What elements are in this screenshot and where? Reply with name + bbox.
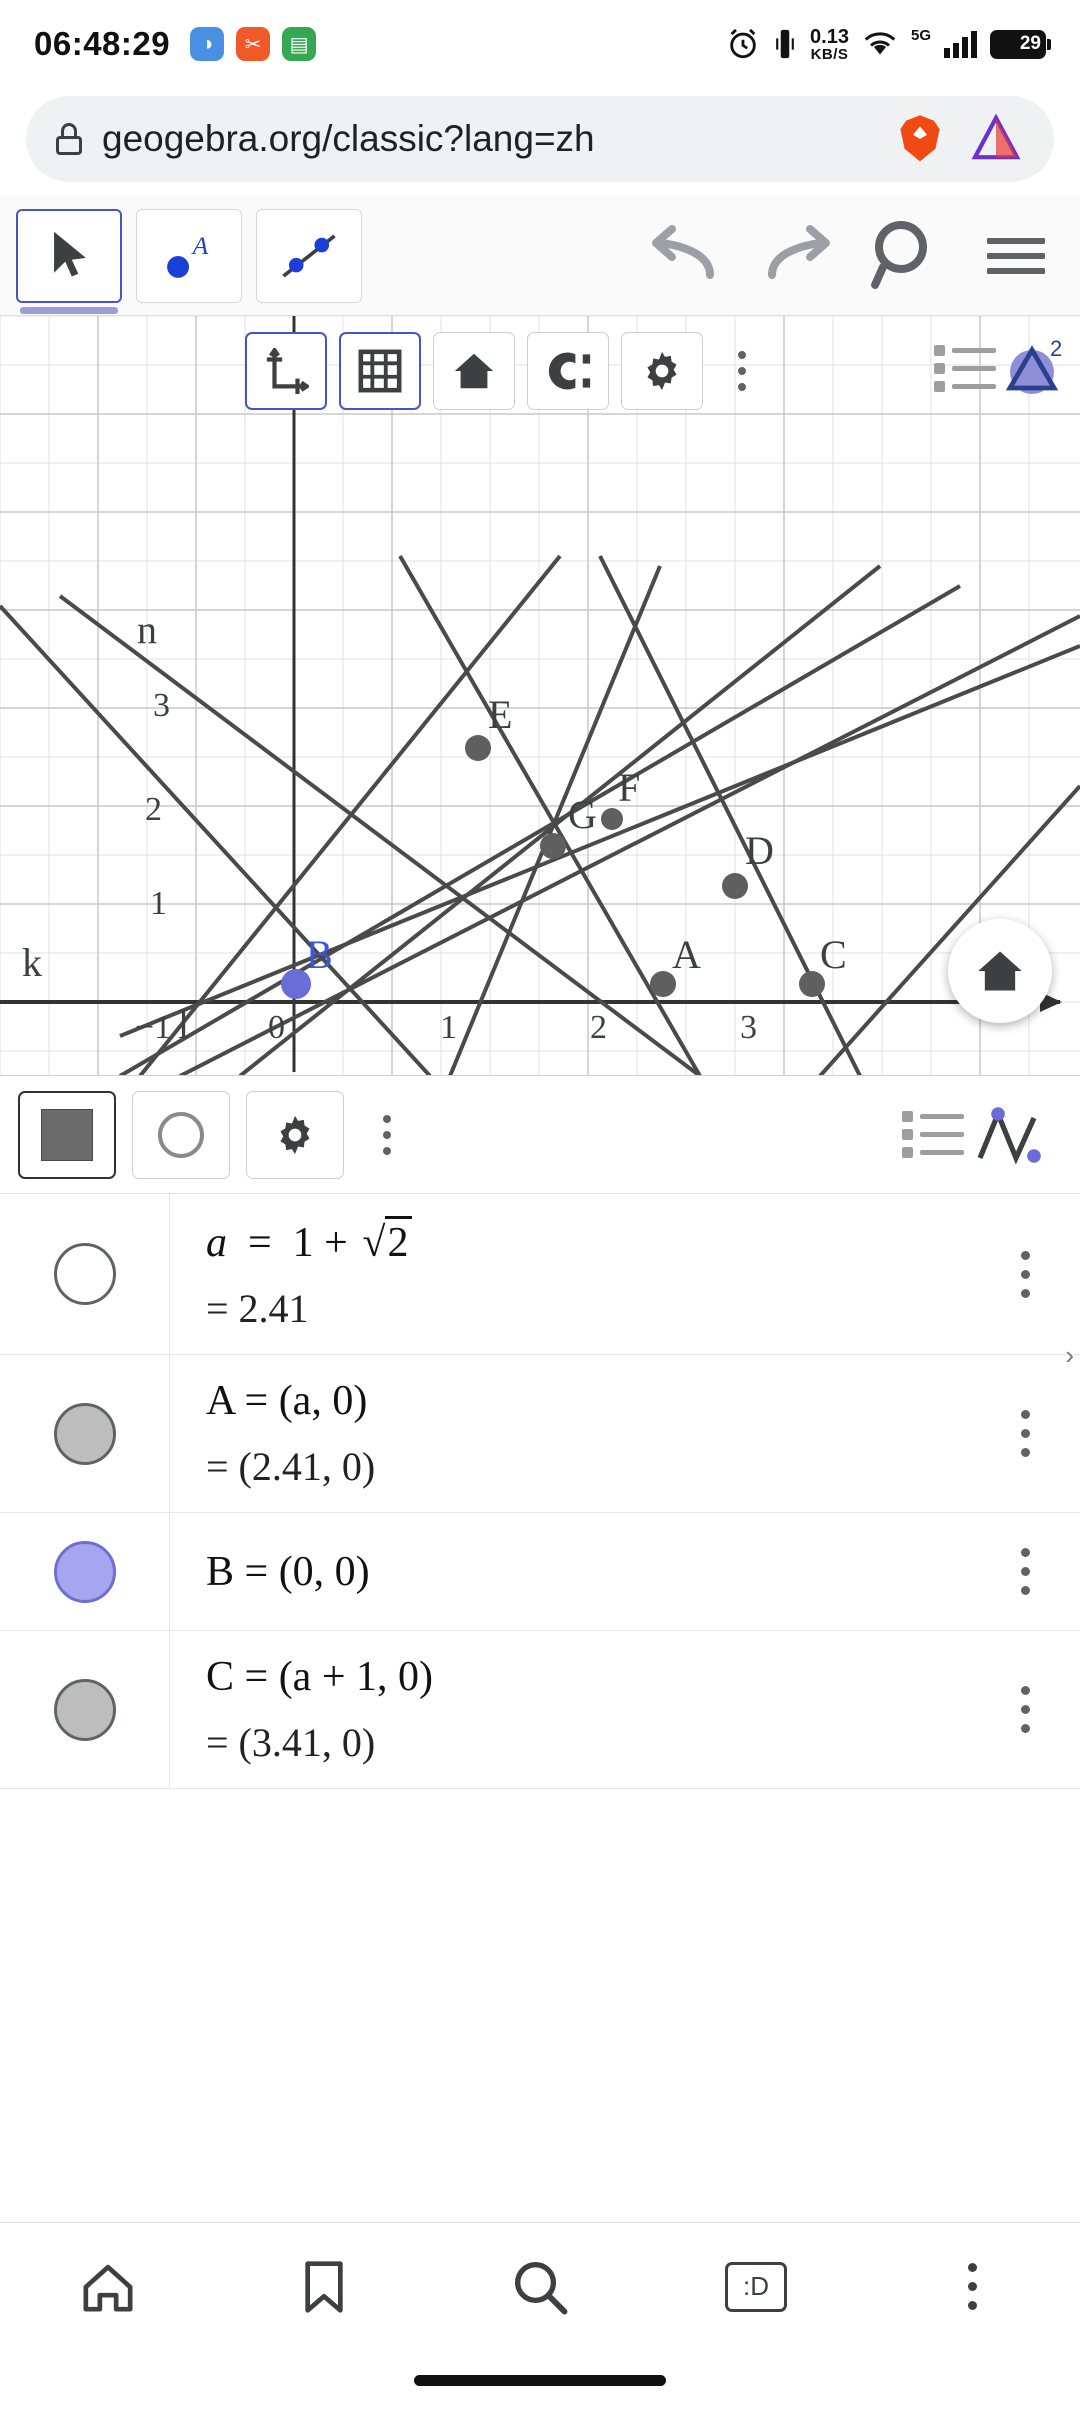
algebra-value-a: = 2.41	[206, 1286, 309, 1331]
algebra-row-A[interactable]	[0, 1355, 1080, 1513]
wifi-icon	[862, 29, 898, 59]
nav-bookmarks[interactable]	[259, 2237, 389, 2337]
algebra-list-icon	[902, 1111, 964, 1158]
redo-icon	[760, 225, 832, 287]
gear-icon	[639, 348, 685, 394]
geogebra-toolbar	[0, 196, 1080, 316]
point-label-E: E	[488, 692, 513, 737]
gear-icon	[272, 1112, 318, 1158]
move-tool[interactable]	[16, 209, 122, 303]
visibility-toggle-A[interactable]	[0, 1355, 170, 1512]
line-label-l: l	[178, 1002, 190, 1047]
network-type-label: 5G	[910, 26, 931, 44]
search-button[interactable]	[858, 208, 954, 304]
undo-button[interactable]	[638, 208, 734, 304]
bookmark-icon	[298, 2259, 350, 2315]
point-style-icon	[158, 1112, 204, 1158]
algebra-row-menu-A[interactable]	[970, 1355, 1080, 1512]
line-label-n: n	[137, 607, 157, 652]
vibrate-icon	[773, 27, 797, 61]
line-label-k: k	[22, 940, 42, 985]
point-label-D: D	[745, 828, 774, 873]
point-label-A: A	[672, 932, 701, 977]
grid-icon	[357, 348, 403, 394]
graphics-view[interactable]	[0, 316, 1080, 1076]
nav-home[interactable]	[43, 2237, 173, 2337]
url-text[interactable]: geogebra.org/classic?lang=zh	[102, 118, 595, 159]
axis-label-y3: 3	[153, 687, 170, 724]
graphics-style-bar	[245, 332, 769, 410]
svg-text:0: 0	[268, 1009, 285, 1046]
algebra-view[interactable]	[0, 1194, 1080, 1789]
axis-label-y1: 1	[150, 885, 167, 922]
axes-toggle-button[interactable]	[245, 332, 327, 410]
graphics-badge-icon	[1002, 338, 1066, 398]
algebra-settings-button[interactable]	[246, 1091, 344, 1179]
point-label-G: G	[568, 792, 597, 837]
algebra-more-button[interactable]	[360, 1096, 414, 1174]
color-swatch-button[interactable]	[18, 1091, 116, 1179]
status-app-icons	[190, 27, 316, 61]
magnet-icon	[544, 348, 592, 394]
nav-more[interactable]	[907, 2237, 1037, 2337]
undo-icon	[650, 225, 722, 287]
svg-text:2: 2	[590, 1009, 607, 1046]
home-icon	[451, 348, 497, 394]
tab-count-label: :D	[725, 2262, 787, 2312]
home-icon	[80, 2259, 136, 2315]
axis-label-y2: 2	[145, 791, 162, 828]
cursor-arrow-icon	[46, 228, 92, 284]
visibility-toggle-a[interactable]	[0, 1194, 170, 1354]
function-graph-icon	[972, 1104, 1048, 1166]
notes-app-icon: ▤	[282, 27, 316, 61]
home-icon	[974, 945, 1026, 997]
search-icon	[869, 219, 943, 293]
graph-canvas[interactable]	[0, 316, 1080, 1076]
geogebra-logo-icon[interactable]	[968, 111, 1024, 167]
search-icon	[511, 2258, 569, 2316]
svg-text:−1: −1	[135, 1009, 172, 1046]
visibility-marker	[54, 1679, 116, 1741]
status-clock: 06:48:29	[34, 25, 171, 62]
algebra-list-icon	[934, 345, 996, 392]
algebra-row-B[interactable]	[0, 1513, 1080, 1631]
signal-bars-icon	[944, 30, 977, 58]
point-icon	[158, 228, 220, 284]
svg-text:2: 2	[1050, 338, 1063, 361]
algebra-row-C[interactable]	[0, 1631, 1080, 1789]
panel-expand-arrow[interactable]: ›	[1065, 1340, 1074, 1370]
svg-text:A: A	[192, 230, 209, 260]
reset-view-button[interactable]	[948, 919, 1052, 1023]
status-bar	[0, 0, 1080, 88]
point-label-F: F	[618, 765, 641, 810]
scissors-app-icon: ✂	[236, 27, 270, 61]
graphics-view-switch-button[interactable]	[902, 1104, 1048, 1166]
algebra-style-bar	[0, 1076, 1080, 1194]
point-label-B: B	[306, 932, 333, 977]
algebra-row-a[interactable]	[0, 1194, 1080, 1355]
algebra-row-menu-a[interactable]	[970, 1194, 1080, 1354]
grid-toggle-button[interactable]	[339, 332, 421, 410]
visibility-marker	[54, 1403, 116, 1465]
line-tool[interactable]	[256, 209, 362, 303]
algebra-definition-C[interactable]: C = (a + 1, 0)	[206, 1654, 434, 1700]
network-speed: 0.13 KB/S	[810, 25, 849, 63]
lock-icon	[56, 123, 82, 155]
standard-view-button[interactable]	[433, 332, 515, 410]
graphics-more-button[interactable]	[715, 332, 769, 410]
point-tool[interactable]	[136, 209, 242, 303]
visibility-marker	[54, 1541, 116, 1603]
svg-text:3: 3	[740, 1009, 757, 1046]
algebra-row-menu-C[interactable]	[970, 1631, 1080, 1788]
browser-url-bar[interactable]	[26, 96, 1054, 182]
graphics-settings-button[interactable]	[621, 332, 703, 410]
snap-to-grid-button[interactable]	[527, 332, 609, 410]
gesture-bar	[414, 2375, 666, 2386]
visibility-toggle-C[interactable]	[0, 1631, 170, 1788]
brave-lion-icon[interactable]	[892, 111, 948, 167]
algebra-definition-a[interactable]: a = 1 + √2	[206, 1216, 970, 1267]
svg-text:1: 1	[440, 1009, 457, 1046]
algebra-value-A: = (2.41, 0)	[206, 1444, 376, 1489]
main-menu-button[interactable]	[968, 208, 1064, 304]
browser-url-bar-container	[0, 88, 1080, 196]
visibility-toggle-B[interactable]	[0, 1513, 170, 1630]
alarm-icon	[726, 27, 760, 61]
algebra-definition-B[interactable]: B = (0, 0)	[206, 1548, 370, 1595]
nav-tabs[interactable]	[691, 2237, 821, 2337]
point-style-button[interactable]	[132, 1091, 230, 1179]
axes-icon	[263, 348, 309, 394]
nav-search[interactable]	[475, 2237, 605, 2337]
point-label-C: C	[820, 932, 847, 977]
algebra-definition-A[interactable]: A = (a, 0)	[206, 1378, 368, 1424]
view-switch-button[interactable]	[934, 338, 1066, 398]
line-through-points-icon	[278, 228, 340, 284]
visibility-marker	[54, 1243, 116, 1305]
algebra-value-C: = (3.41, 0)	[206, 1720, 376, 1765]
algebra-row-menu-B[interactable]	[970, 1513, 1080, 1630]
color-swatch	[41, 1109, 93, 1161]
redo-button[interactable]	[748, 208, 844, 304]
weather-app-icon: ◑	[190, 27, 224, 61]
browser-bottom-nav	[0, 2222, 1080, 2350]
battery-indicator: 29	[990, 30, 1046, 59]
